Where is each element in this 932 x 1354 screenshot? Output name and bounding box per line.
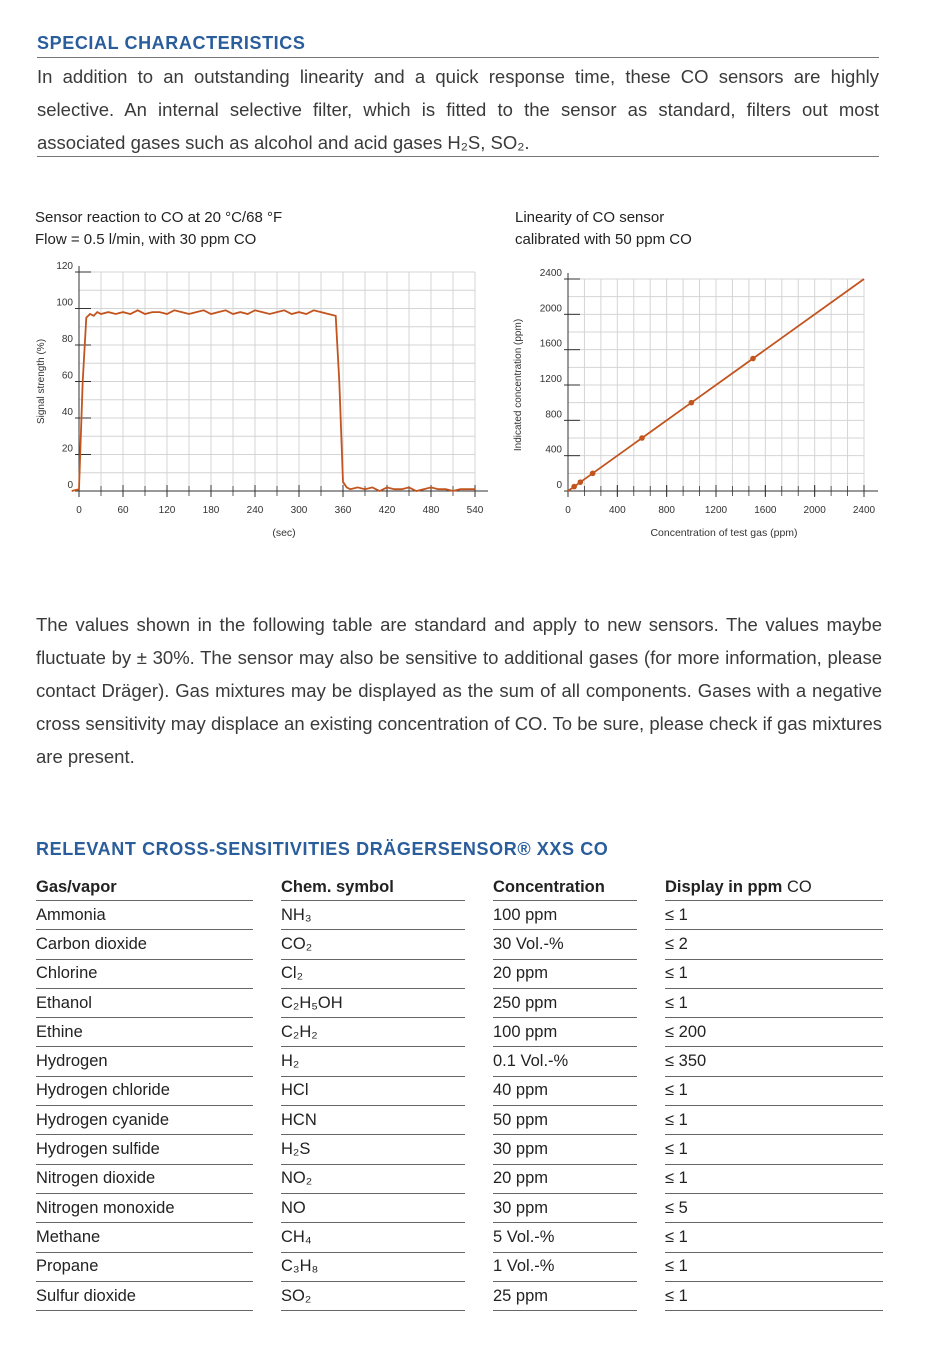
chem-symbol-cell: HCN	[281, 1106, 465, 1135]
header-concentration: Concentration	[493, 874, 637, 901]
chem-symbol-cell: SO₂	[281, 1281, 465, 1310]
chart1-x-tick-label: 540	[466, 505, 484, 516]
header-gas: Gas/vapor	[36, 874, 253, 901]
chart2-x-tick-label: 2400	[852, 505, 876, 516]
chart1-x-tick-label: 240	[246, 505, 264, 516]
chart2-x-tick-label: 400	[608, 505, 626, 516]
chart1-caption-line2: Flow = 0.5 l/min, with 30 ppm CO	[35, 231, 257, 248]
chem-symbol-cell: Cl₂	[281, 959, 465, 988]
concentration-cell: 100 ppm	[493, 901, 637, 930]
gas-cell: Nitrogen monoxide	[36, 1193, 253, 1222]
chart1-x-axis-label: (sec)	[272, 527, 296, 539]
chart2-x-tick-label: 0	[565, 505, 571, 516]
table-row	[36, 1106, 883, 1135]
gas-cell: Propane	[36, 1252, 253, 1281]
gas-cell: Hydrogen sulfide	[36, 1135, 253, 1164]
concentration-cell: 0.1 Vol.-%	[493, 1047, 637, 1076]
display-cell: ≤ 1	[665, 1223, 883, 1252]
chart2-x-axis-label: Concentration of test gas (ppm)	[650, 527, 798, 539]
gas-cell: Chlorine	[36, 959, 253, 988]
concentration-cell: 1 Vol.-%	[493, 1252, 637, 1281]
chart2-x-tick-label: 800	[658, 505, 676, 516]
concentration-cell: 5 Vol.-%	[493, 1223, 637, 1252]
table-row	[36, 1193, 883, 1222]
chart1-x-tick-label: 180	[202, 505, 220, 516]
display-cell: ≤ 1	[665, 1281, 883, 1310]
display-cell: ≤ 1	[665, 1076, 883, 1105]
table-row	[36, 901, 883, 930]
concentration-cell: 100 ppm	[493, 1018, 637, 1047]
table-row	[36, 1135, 883, 1164]
chart2-data-point	[578, 479, 584, 485]
chem-symbol-cell: NO₂	[281, 1164, 465, 1193]
chart2-y-axis-label: Indicated concentration (ppm)	[513, 318, 524, 452]
concentration-cell: 20 ppm	[493, 959, 637, 988]
chart1-y-tick-label: 100	[56, 297, 73, 309]
chem-symbol-cell: HCl	[281, 1076, 465, 1105]
chart2-x-tick-label: 2000	[803, 505, 826, 516]
chem-symbol-cell: H₂	[281, 1047, 465, 1076]
chart1-y-tick-label: 0	[67, 480, 73, 491]
chart1-series-line	[72, 310, 475, 491]
table-row	[36, 988, 883, 1017]
info-paragraph: The values shown in the following table are standard and apply to new sensors. The values maybe fluctuate by ± 30%. The sensor may also be sensitive to additional gases (for more information, please contact Dräger). Gas mixtures may be displayed as the sum of all components. Gases with a negative cross sensitivity may displace an existing concentration of CO. To be sure, please check if gas mixtures are present.	[36, 614, 882, 767]
gas-cell: Hydrogen	[36, 1047, 253, 1076]
chart2-x-tick-label: 1600	[754, 505, 777, 516]
chem-symbol-cell: C₃H₈	[281, 1252, 465, 1281]
chart1-y-tick-label: 20	[61, 443, 73, 455]
display-cell: ≤ 1	[665, 1135, 883, 1164]
chart2-y-tick-label: 800	[545, 409, 562, 421]
gas-cell: Sulfur dioxide	[36, 1281, 253, 1310]
chart2-caption-line2: calibrated with 50 ppm CO	[515, 231, 692, 248]
chart2-y-tick-label: 400	[545, 444, 562, 456]
table-row	[36, 1223, 883, 1252]
table-row	[36, 1164, 883, 1193]
table-row	[36, 1047, 883, 1076]
table-row	[36, 1281, 883, 1310]
chart2-data-point	[639, 435, 645, 441]
cross-sensitivity-table	[36, 874, 883, 1311]
chart2-y-tick-label: 0	[556, 480, 562, 491]
table-row	[36, 1018, 883, 1047]
gas-cell: Ethine	[36, 1018, 253, 1047]
gas-cell: Ammonia	[36, 901, 253, 930]
charts-canvas	[0, 0, 932, 560]
table-row	[36, 1076, 883, 1105]
gas-cell: Ethanol	[36, 988, 253, 1017]
chart2-y-tick-label: 1600	[539, 338, 562, 350]
chart2-data-point	[590, 471, 596, 477]
gas-cell: Carbon dioxide	[36, 930, 253, 959]
gas-cell: Nitrogen dioxide	[36, 1164, 253, 1193]
concentration-cell: 20 ppm	[493, 1164, 637, 1193]
concentration-cell: 50 ppm	[493, 1106, 637, 1135]
header-chem-symbol: Chem. symbol	[281, 874, 465, 901]
display-cell: ≤ 2	[665, 930, 883, 959]
concentration-cell: 250 ppm	[493, 988, 637, 1017]
chart1-x-tick-label: 360	[334, 505, 352, 516]
display-cell: ≤ 5	[665, 1193, 883, 1222]
chem-symbol-cell: C₂H₂	[281, 1018, 465, 1047]
display-cell: ≤ 350	[665, 1047, 883, 1076]
concentration-cell: 30 Vol.-%	[493, 930, 637, 959]
table-row	[36, 930, 883, 959]
table-row	[36, 1252, 883, 1281]
header-display-unit: CO	[786, 877, 812, 896]
gas-cell: Methane	[36, 1223, 253, 1252]
chart2-y-tick-label: 2000	[539, 303, 562, 315]
chart1-x-tick-label: 300	[290, 505, 308, 516]
display-cell: ≤ 1	[665, 988, 883, 1017]
chart2-data-point	[571, 484, 577, 490]
chart2-data-point	[750, 356, 756, 362]
display-cell: ≤ 1	[665, 901, 883, 930]
chart2-y-tick-label: 2400	[539, 268, 562, 279]
chem-symbol-cell: NO	[281, 1193, 465, 1222]
chart2-caption-line1: Linearity of CO sensor	[515, 209, 665, 226]
chart1-y-tick-label: 80	[61, 334, 73, 345]
concentration-cell: 25 ppm	[493, 1281, 637, 1310]
table-header-row	[36, 874, 883, 901]
chart1-y-tick-label: 60	[61, 370, 73, 382]
table-row	[36, 959, 883, 988]
chart1-y-axis-label: Signal strength (%)	[36, 338, 47, 425]
display-cell: ≤ 200	[665, 1018, 883, 1047]
section-heading-cross-sensitivities: RELEVANT CROSS-SENSITIVITIES DRÄGERSENSOR® XXS CO	[36, 839, 609, 859]
display-cell: ≤ 1	[665, 1252, 883, 1281]
chart1-x-tick-label: 60	[117, 505, 129, 516]
chart1-x-tick-label: 420	[378, 505, 396, 516]
gas-cell: Hydrogen cyanide	[36, 1106, 253, 1135]
chem-symbol-cell: H₂S	[281, 1135, 465, 1164]
chart1-x-tick-label: 120	[158, 505, 176, 516]
display-cell: ≤ 1	[665, 1106, 883, 1135]
concentration-cell: 30 ppm	[493, 1135, 637, 1164]
chart1-y-tick-label: 120	[56, 261, 73, 272]
section-heading-special-characteristics: SPECIAL CHARACTERISTICS	[37, 33, 306, 53]
concentration-cell: 40 ppm	[493, 1076, 637, 1105]
concentration-cell: 30 ppm	[493, 1193, 637, 1222]
chart1-x-tick-label: 0	[76, 505, 82, 516]
chart1-y-tick-label: 40	[61, 407, 73, 418]
header-display	[665, 874, 883, 901]
chem-symbol-cell: CH₄	[281, 1223, 465, 1252]
display-cell: ≤ 1	[665, 959, 883, 988]
chart2-y-tick-label: 1200	[539, 374, 562, 385]
chem-symbol-cell: CO₂	[281, 930, 465, 959]
chart1-caption-line1: Sensor reaction to CO at 20 °C/68 °F	[35, 209, 283, 226]
header-display-label: Display in ppm	[665, 877, 783, 896]
chem-symbol-cell: NH₃	[281, 901, 465, 930]
display-cell: ≤ 1	[665, 1164, 883, 1193]
gas-cell: Hydrogen chloride	[36, 1076, 253, 1105]
chart2-data-point	[689, 400, 695, 406]
chart2-x-tick-label: 1200	[704, 505, 728, 516]
chart1-x-tick-label: 480	[422, 505, 440, 516]
intro-paragraph: In addition to an outstanding linearity and a quick response time, these CO sensors are highly selective. An internal selective filter, which is fitted to the sensor as standard, filters out most associated gases such as alcohol and acid gases H₂S, SO₂.	[37, 66, 879, 153]
chem-symbol-cell: C₂H₅OH	[281, 988, 465, 1017]
